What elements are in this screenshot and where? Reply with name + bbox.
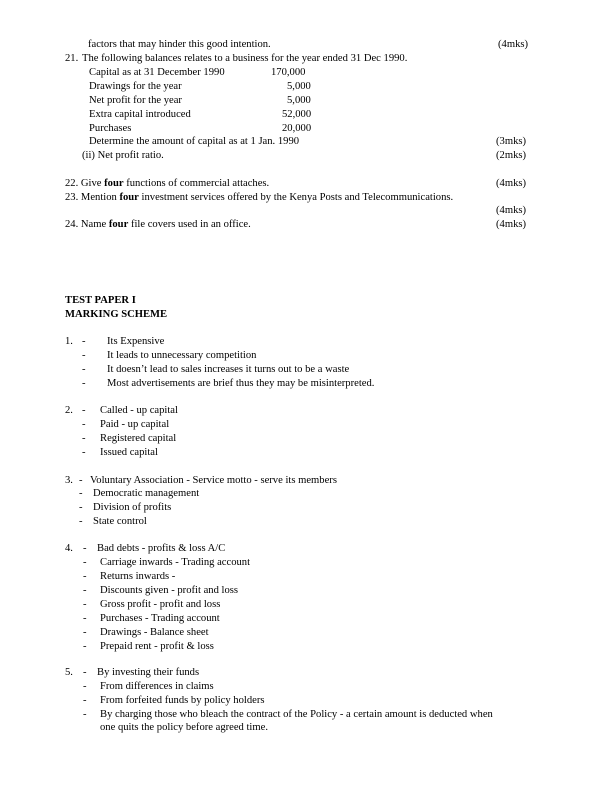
answer-item-continuation: one quits the policy before agreed time. xyxy=(100,722,268,733)
answer-dash: - xyxy=(83,627,87,638)
answer-dash: - xyxy=(83,571,87,582)
q21-part-i: Determine the amount of capital as at 1 Jan. 1990 xyxy=(89,136,300,147)
answer-item: Returns inwards - xyxy=(100,571,176,582)
q20-continuation: factors that may hinder this good intention. xyxy=(88,39,271,50)
q21-balance-value: 170,000 xyxy=(271,67,306,78)
q23-bold: four xyxy=(119,192,139,203)
answer-dash: - xyxy=(82,336,86,347)
q21-balance-value: 20,000 xyxy=(282,123,312,134)
answer-dash: - xyxy=(83,613,87,624)
answer-item: Drawings - Balance sheet xyxy=(100,627,209,638)
answer-item: Called - up capital xyxy=(100,405,178,416)
q21-balance-label: Purchases xyxy=(89,123,132,134)
q23-post: investment services offered by the Kenya Posts and Telecommunications. xyxy=(141,192,454,203)
answer-dash: - xyxy=(83,709,87,720)
answer-dash: - xyxy=(83,681,87,692)
answer-dash: - xyxy=(83,599,87,610)
q21-balance-value: 52,000 xyxy=(282,109,312,120)
q22-post: functions of commercial attaches. xyxy=(126,178,270,189)
q21-balance-value: 5,000 xyxy=(287,95,311,106)
answer-dash: - xyxy=(79,502,83,513)
q24-question xyxy=(65,218,251,232)
answer-item: Its Expensive xyxy=(107,336,165,347)
answer-item: Voluntary Association - Service motto - serve its members xyxy=(90,475,337,486)
answer-number: 1. xyxy=(65,336,73,347)
answer-item: Gross profit - profit and loss xyxy=(100,599,221,610)
answer-number: 3. xyxy=(65,475,73,486)
answer-number: 5. xyxy=(65,667,73,678)
q24-bold: four xyxy=(108,219,129,230)
q21-number: 21. xyxy=(65,53,79,64)
answer-item: Purchases - Trading account xyxy=(100,613,220,624)
q22-question xyxy=(65,177,269,191)
q23-question xyxy=(65,191,453,205)
q22-bold: four xyxy=(104,178,124,189)
answer-item: Carriage inwards - Trading account xyxy=(100,557,251,568)
answer-item: It leads to unnecessary competition xyxy=(107,350,257,361)
q23-marks: (4mks) xyxy=(496,205,527,216)
q22-number: 22. xyxy=(65,178,79,189)
q20-marks: (4mks) xyxy=(498,39,529,50)
q22-pre: Give xyxy=(80,178,102,189)
answer-item: Discounts given - profit and loss xyxy=(100,585,238,596)
q23-pre: Mention xyxy=(80,192,117,203)
q21-balance-label: Net profit for the year xyxy=(89,95,182,106)
answer-dash: - xyxy=(83,641,87,652)
marking-scheme-heading-1: TEST PAPER I xyxy=(65,295,136,306)
answer-dash: - xyxy=(82,419,86,430)
answer-dash: - xyxy=(83,667,87,678)
q24-marks: (4mks) xyxy=(496,219,527,230)
q24-post: file covers used in an office. xyxy=(130,219,251,230)
answer-dash: - xyxy=(82,364,86,375)
answer-item: Paid - up capital xyxy=(100,419,170,430)
answer-dash: - xyxy=(83,557,87,568)
answer-item: Democratic management xyxy=(93,488,200,499)
answer-item: By charging those who bleach the contract of the Policy - a certain amount is deducted when xyxy=(100,709,493,720)
q21-part-i-marks: (3mks) xyxy=(496,136,527,147)
answer-number: 4. xyxy=(65,543,73,554)
answer-item: By investing their funds xyxy=(97,667,200,678)
answer-dash: - xyxy=(83,695,87,706)
answer-dash: - xyxy=(82,378,86,389)
q21-balance-value: 5,000 xyxy=(287,81,311,92)
q23-number: 23. xyxy=(65,192,79,203)
answer-item: It doesn’t lead to sales increases it turns out to be a waste xyxy=(107,364,350,375)
answer-item: Most advertisements are brief thus they may be misinterpreted. xyxy=(107,378,375,389)
answer-dash: - xyxy=(83,543,87,554)
q24-pre: Name xyxy=(80,219,107,230)
q21-balance-label: Capital as at 31 December 1990 xyxy=(89,67,225,78)
q21-stem: The following balances relates to a business for the year ended 31 Dec 1990. xyxy=(82,53,408,64)
answer-item: From forfeited funds by policy holders xyxy=(100,695,265,706)
answer-dash: - xyxy=(82,405,86,416)
answer-dash: - xyxy=(79,516,83,527)
answer-dash: - xyxy=(79,475,83,486)
answer-dash: - xyxy=(82,447,86,458)
answer-dash: - xyxy=(82,350,86,361)
answer-item: State control xyxy=(93,516,147,527)
answer-item: Division of profits xyxy=(93,502,172,513)
q21-part-ii-marks: (2mks) xyxy=(496,150,527,161)
answer-item: Prepaid rent - profit & loss xyxy=(100,641,214,652)
answer-number: 2. xyxy=(65,405,73,416)
answer-item: Bad debts - profits & loss A/C xyxy=(97,543,226,554)
q21-balance-label: Drawings for the year xyxy=(89,81,182,92)
marking-scheme-heading-2: MARKING SCHEME xyxy=(65,309,168,320)
answer-dash: - xyxy=(82,433,86,444)
answer-item: Registered capital xyxy=(100,433,177,444)
answer-dash: - xyxy=(83,585,87,596)
q22-marks: (4mks) xyxy=(496,178,527,189)
answer-item: Issued capital xyxy=(100,447,158,458)
answer-item: From differences in claims xyxy=(100,681,214,692)
answer-dash: - xyxy=(79,488,83,499)
q21-balance-label: Extra capital introduced xyxy=(89,109,191,120)
q21-part-ii: (ii) Net profit ratio. xyxy=(82,150,164,161)
q24-number: 24. xyxy=(65,219,79,230)
